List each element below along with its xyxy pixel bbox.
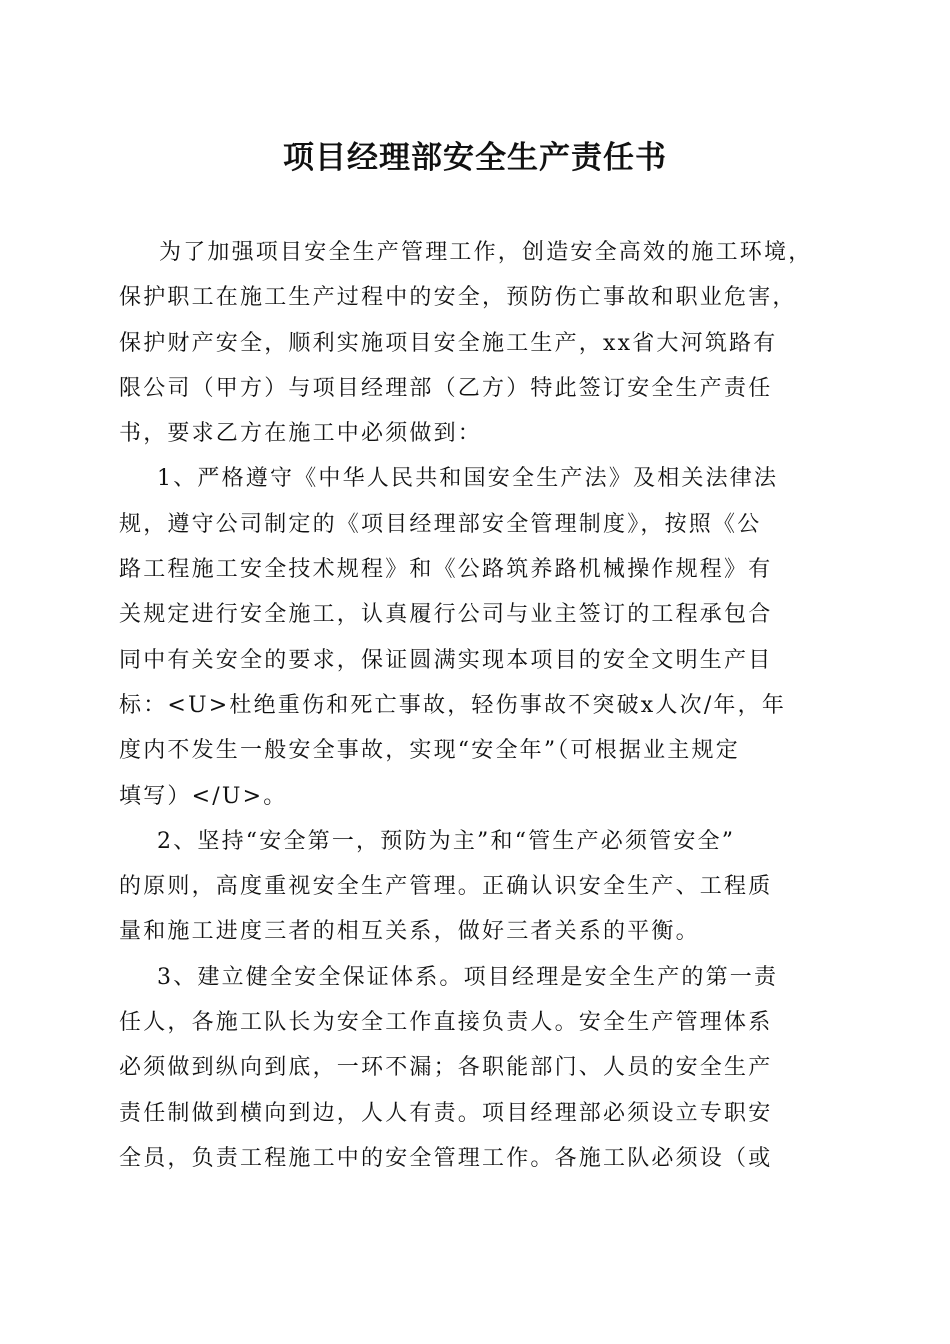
body-line: 限公司（甲方）与项目经理部（乙方）特此签订安全生产责任 <box>119 375 773 401</box>
body-line: 书，要求乙方在施工中必须做到： <box>119 421 483 447</box>
body-line: 标：<U>杜绝重伤和死亡事故，轻伤事故不突破x人次/年，年 <box>119 692 787 718</box>
body-line: 2、坚持“安全第一，预防为主”和“管生产必须管安全” <box>157 828 736 854</box>
document-body <box>119 230 831 1181</box>
document-title: 项目经理部安全生产责任书 <box>283 140 667 176</box>
body-line: 度内不发生一般安全事故，实现“安全年”（可根据业主规定 <box>119 738 740 764</box>
body-line: 保护财产安全，顺利实施项目安全施工生产，xx省大河筑路有 <box>119 330 778 356</box>
body-line: 全员，负责工程施工中的安全管理工作。各施工队必须设（或 <box>119 1145 773 1171</box>
body-line: 路工程施工安全技术规程》和《公路筑养路机械操作规程》有 <box>119 557 773 583</box>
body-line: 的原则，高度重视安全生产管理。正确认识安全生产、工程质 <box>119 874 773 900</box>
body-line: 任人，各施工队长为安全工作直接负责人。安全生产管理体系 <box>119 1010 773 1036</box>
body-line: 填写）</U>。 <box>119 783 288 809</box>
body-line: 量和施工进度三者的相互关系，做好三者关系的平衡。 <box>119 919 700 945</box>
body-line: 责任制做到横向到边，人人有责。项目经理部必须设立专职安 <box>119 1100 773 1126</box>
body-line: 规，遵守公司制定的《项目经理部安全管理制度》，按照《公 <box>119 511 762 537</box>
body-line: 保护职工在施工生产过程中的安全，预防伤亡事故和职业危害， <box>119 285 797 311</box>
body-line: 1、严格遵守《中华人民共和国安全生产法》及相关法律法 <box>157 466 779 492</box>
body-line: 为了加强项目安全生产管理工作，创造安全高效的施工环境， <box>159 240 813 265</box>
body-line: 关规定进行安全施工，认真履行公司与业主签订的工程承包合 <box>119 602 773 628</box>
body-line: 同中有关安全的要求，保证圆满实现本项目的安全文明生产目 <box>119 647 773 673</box>
body-line: 3、建立健全安全保证体系。项目经理是安全生产的第一责 <box>157 964 779 990</box>
body-line: 必须做到纵向到底，一环不漏；各职能部门、人员的安全生产 <box>119 1055 773 1081</box>
